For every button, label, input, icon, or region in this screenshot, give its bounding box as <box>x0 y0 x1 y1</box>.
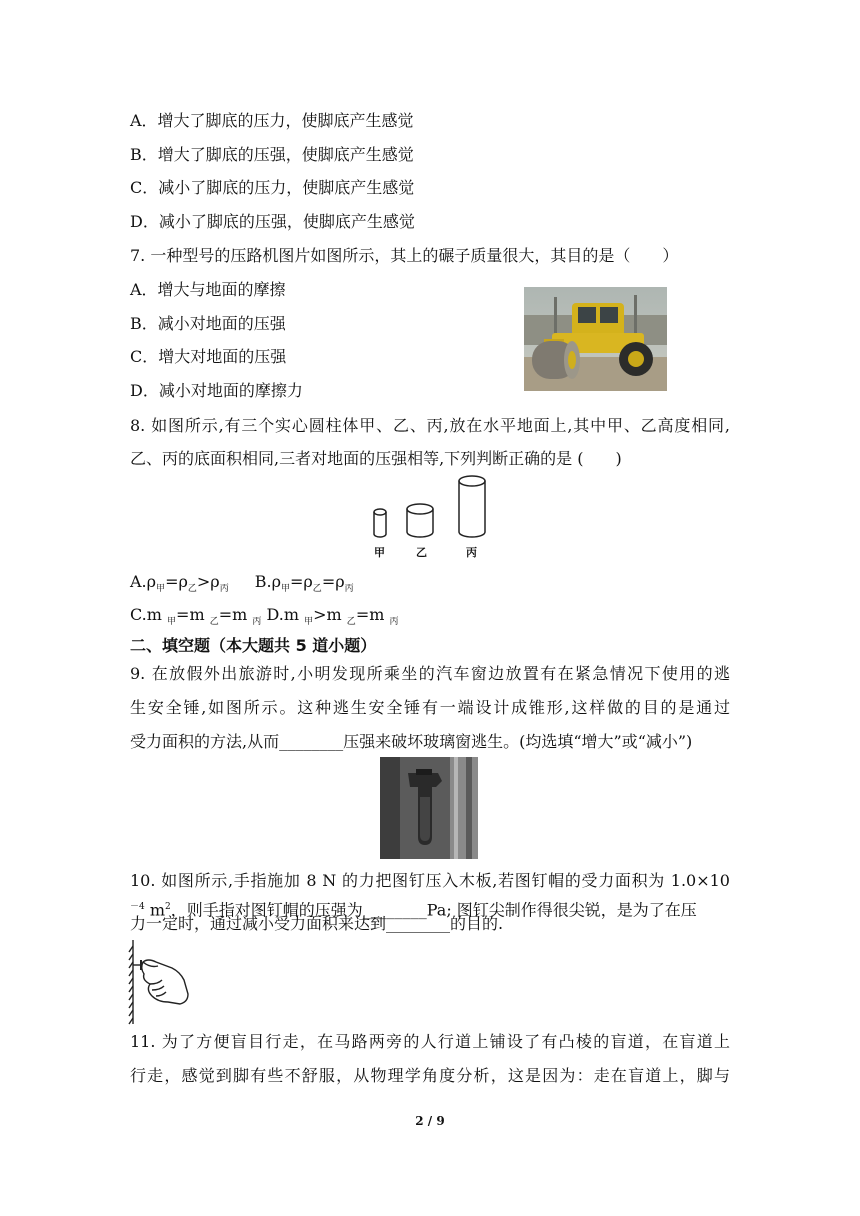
q11-line2: 行走，感觉到脚有些不舒服，从物理学角度分析，这是因为：走在盲道上，脚与 <box>130 1066 730 1085</box>
q10-line3: 力一定时，通过减小受力面积来达到________的目的. <box>130 914 504 933</box>
q8-options-ab <box>130 571 354 600</box>
safety-hammer-photo <box>380 757 478 859</box>
q8-option-c: C.m $_甲$=m $_乙$=m $_丙$ <box>130 605 262 628</box>
q9-line1: 9. 在放假外出旅游时,小明发现所乘坐的汽车窗边放置有在紧急情况下使用的逃 <box>130 664 730 683</box>
q8-options-cd <box>130 604 399 633</box>
q7-stem: 7. 一种型号的压路机图片如图所示，其上的碾子质量很大，其目的是（ ） <box>130 246 679 265</box>
thumbtack-hand-figure <box>128 938 194 1026</box>
q6-option-c: C．减小了脚底的压力，使脚底产生感觉 <box>130 178 415 197</box>
q6-option-b: B．增大了脚底的压强，使脚底产生感觉 <box>130 145 414 164</box>
q7-option-d: D．减小对地面的摩擦力 <box>130 381 303 400</box>
label-bing: 丙 <box>466 546 477 559</box>
cylinders-figure <box>368 472 492 562</box>
q8-option-a: $A.\rho_甲=\rho_乙>\rho_丙$ <box>130 572 229 595</box>
q8-stem-line1: 8. 如图所示,有三个实心圆柱体甲、乙、丙,放在水平地面上,其中甲、乙高度相同, <box>130 416 730 435</box>
q8-option-b: $B.\rho_甲=\rho_乙=\rho_丙$ <box>254 572 354 595</box>
q9-line2: 生安全锤,如图所示。这种逃生安全锤有一端设计成锥形,这样做的目的是通过 <box>130 698 730 717</box>
q10-line2: $^{-4}$ $m^2$，则手指对图钉帽的压强为________Pa; 图钉尖制作得很尖锐，是为了在压 <box>130 900 697 920</box>
q7-option-c: C．增大对地面的压强 <box>130 347 287 366</box>
q6-option-d: D．减小了脚底的压强，使脚底产生感觉 <box>130 212 415 231</box>
road-roller-photo <box>524 287 667 391</box>
label-jia: 甲 <box>374 546 385 559</box>
section-heading: 二、填空题（本大题共 5 道小题） <box>130 636 377 655</box>
q8-stem-line2: 乙、丙的底面积相同,三者对地面的压强相等,下列判断正确的是 ( ) <box>130 449 622 468</box>
q7-option-b: B．减小对地面的压强 <box>130 314 286 333</box>
page-number: 2 / 9 <box>415 1114 445 1128</box>
q7-option-a: A．增大与地面的摩擦 <box>130 280 286 299</box>
q10-line1: 10. 如图所示,手指施加 8 N 的力把图钉压入木板,若图钉帽的受力面积为 1.0×10 <box>130 871 730 890</box>
q6-option-a: A．增大了脚底的压力，使脚底产生感觉 <box>130 111 414 130</box>
q11-line1: 11. 为了方便盲目行走，在马路两旁的人行道上铺设了有凸棱的盲道，在盲道上 <box>130 1032 730 1051</box>
q8-option-d: D.m $_甲$>m $_乙$=m $_丙$ <box>266 605 399 628</box>
label-yi: 乙 <box>416 546 427 559</box>
q9-line3: 受力面积的方法,从而________压强来破坏玻璃窗逃生。(均选填“增大”或“减小”) <box>130 732 693 751</box>
